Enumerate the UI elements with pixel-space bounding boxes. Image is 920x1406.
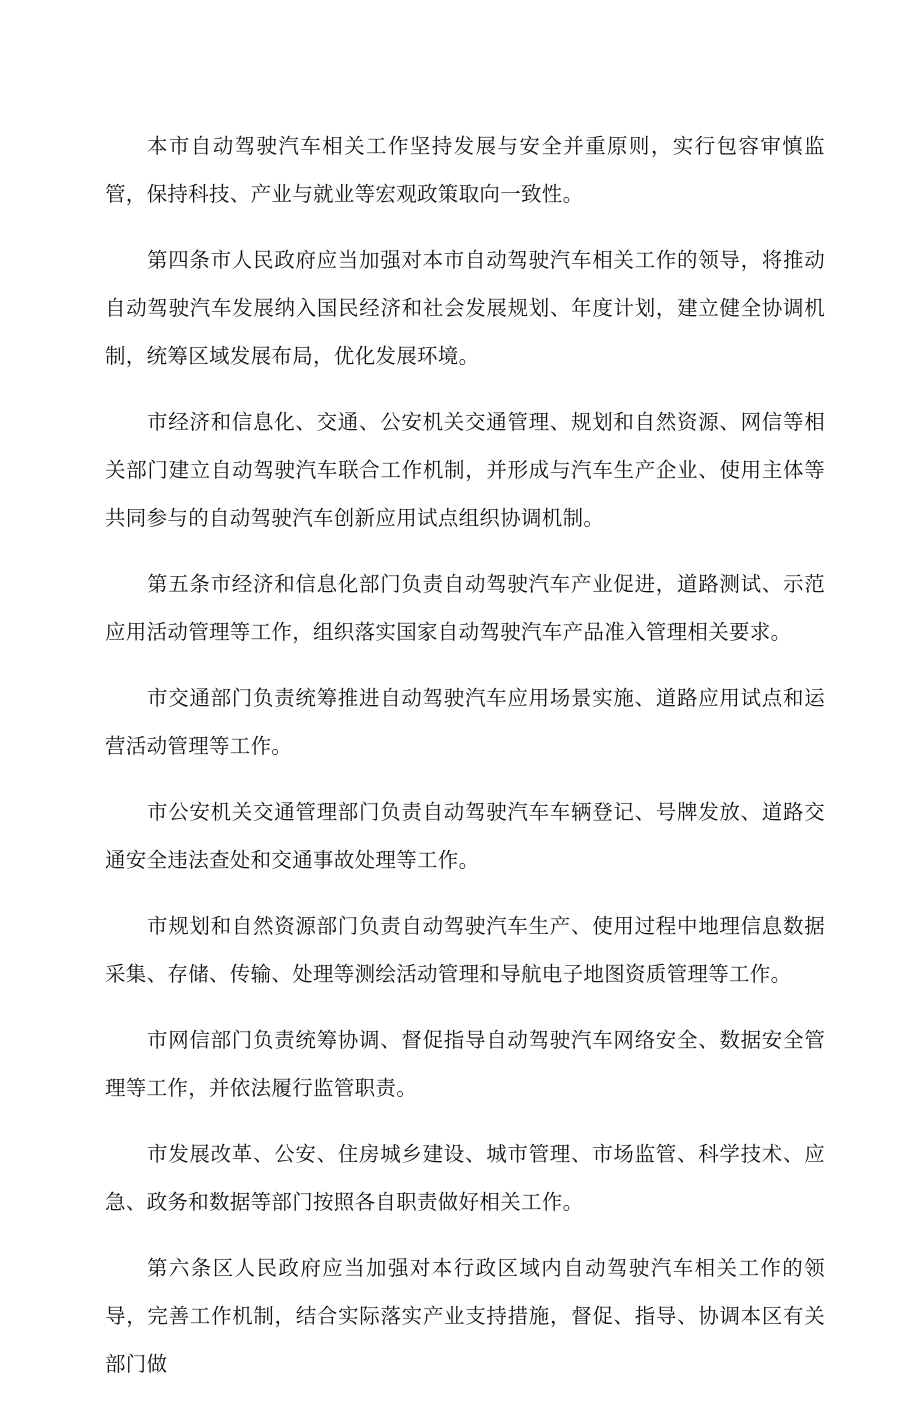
paragraph-cyberspace: 市网信部门负责统筹协调、督促指导自动驾驶汽车网络安全、数据安全管理等工作，并依法履行监管职责。 [105, 1028, 825, 1100]
paragraph-joint-mechanism: 市经济和信息化、交通、公安机关交通管理、规划和自然资源、网信等相关部门建立自动驾驶汽车联合工作机制，并形成与汽车生产企业、使用主体等共同参与的自动驾驶汽车创新应用试点组织协调机制。 [105, 410, 825, 530]
paragraph-other-departments: 市发展改革、公安、住房城乡建设、城市管理、市场监管、科学技术、应急、政务和数据等部门按照各自职责做好相关工作。 [105, 1142, 825, 1214]
document-body [105, 122, 825, 1406]
paragraph-planning-resources: 市规划和自然资源部门负责自动驾驶汽车生产、使用过程中地理信息数据采集、存储、传输、处理等测绘活动管理和导航电子地图资质管理等工作。 [105, 914, 825, 986]
paragraph-traffic-police: 市公安机关交通管理部门负责自动驾驶汽车车辆登记、号牌发放、道路交通安全违法查处和交通事故处理等工作。 [105, 800, 825, 872]
paragraph-article-6: 第六条区人民政府应当加强对本行政区域内自动驾驶汽车相关工作的领导，完善工作机制，结合实际落实产业支持措施，督促、指导、协调本区有关部门做 [105, 1256, 825, 1376]
paragraph-principle: 本市自动驾驶汽车相关工作坚持发展与安全并重原则，实行包容审慎监管，保持科技、产业与就业等宏观政策取向一致性。 [105, 134, 825, 206]
paragraph-transport-dept: 市交通部门负责统筹推进自动驾驶汽车应用场景实施、道路应用试点和运营活动管理等工作。 [105, 686, 825, 758]
paragraph-article-4: 第四条市人民政府应当加强对本市自动驾驶汽车相关工作的领导，将推动自动驾驶汽车发展纳入国民经济和社会发展规划、年度计划，建立健全协调机制，统筹区域发展布局，优化发展环境。 [105, 248, 825, 368]
paragraph-article-5: 第五条市经济和信息化部门负责自动驾驶汽车产业促进，道路测试、示范应用活动管理等工作，组织落实国家自动驾驶汽车产品准入管理相关要求。 [105, 572, 825, 644]
